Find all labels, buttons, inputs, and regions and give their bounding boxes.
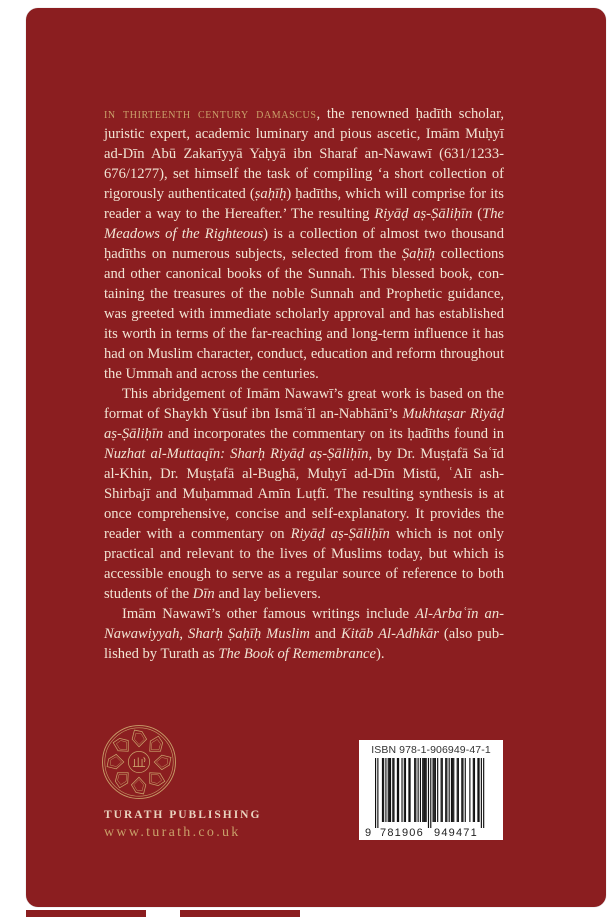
turath-rosette-logo-icon	[101, 724, 177, 800]
page-strip-left	[26, 910, 146, 917]
barcode-bars	[365, 758, 497, 838]
svg-text:949471: 949471	[434, 827, 478, 838]
blurb-paragraph: This abridgement of Imām Nawawī’s great work is based on the format of Shaykh Yūsuf ibn Ismāʿīl an-Nabhānī’s Mukhtaṣar Riyāḍ aṣ-Ṣāliḥīn and incorporates the commentary on its ḥadīths found in Nuzhat al-Muttaqīn: Sharḥ Riyāḍ aṣ-Ṣāliḥīn, by Dr. Muṣṭafā Saʿīd al-Khin, Dr. Muṣṭafā al-Bughā, Muḥyī ad-Dīn Mistū, ʿAlī ash-Shirbajī and Muḥammad Amīn Luṭfī. The resulting synthesis is at once comprehensive, concise and self-explanatory. It provides the reader with a commentary on Riyāḍ aṣ-Ṣāliḥīn which is not only practical and relevant to the lives of Muslims today, but which is accessible enough to serve as a regular source of reference to both students of the Dīn and lay believers.	[104, 386, 504, 602]
publisher-website: www.turath.co.uk	[104, 825, 241, 840]
svg-text:9: 9	[365, 827, 373, 838]
blurb-paragraph: in thirteenth century damascus, the renowned ḥadīth scholar, juristic expert, academic luminary and pious ascetic, Imām Muḥyī ad-Dīn Abū Zakarīyyā Yaḥyā ibn Sharaf an-Nawawī (631/1233-676/1277), set himself the task of compiling ‘a short collection of rigorously authenticated (ṣaḥīḥ) ḥadīths, which will comprise for its reader a way to the Hereafter.’ The resulting Riyāḍ aṣ-Ṣāliḥīn (The Meadows of the Righteous) is a collection of almost two thousand ḥadīths on numerous subjects, selected from the Ṣaḥīḥ collections and other canonical books of the Sunnah. This blessed book, containing the treasures of the noble Sunnah and Prophetic guidance, was greeted with immediate scholarly approval and has established its worth in terms of the far-reaching and long-term influence it has had on Muslim character, conduct, education and reform throughout the Ummah and across the centuries.	[104, 106, 505, 382]
blurb-paragraph: Imām Nawawī’s other famous writings include Al-Arbaʿīn an-Nawawiyyah, Sharḥ Ṣaḥīḥ Muslim and Kitāb Al-Adhkār (also published by Turath as The Book of Remembrance).	[104, 606, 505, 662]
publisher-name: TURATH PUBLISHING	[104, 809, 262, 821]
blurb-text	[104, 104, 504, 664]
isbn-label: ISBN 978-1-906949-47-1	[371, 744, 491, 756]
page-strip-right	[180, 910, 300, 917]
svg-text:781906: 781906	[380, 827, 424, 838]
isbn-barcode	[359, 740, 503, 840]
